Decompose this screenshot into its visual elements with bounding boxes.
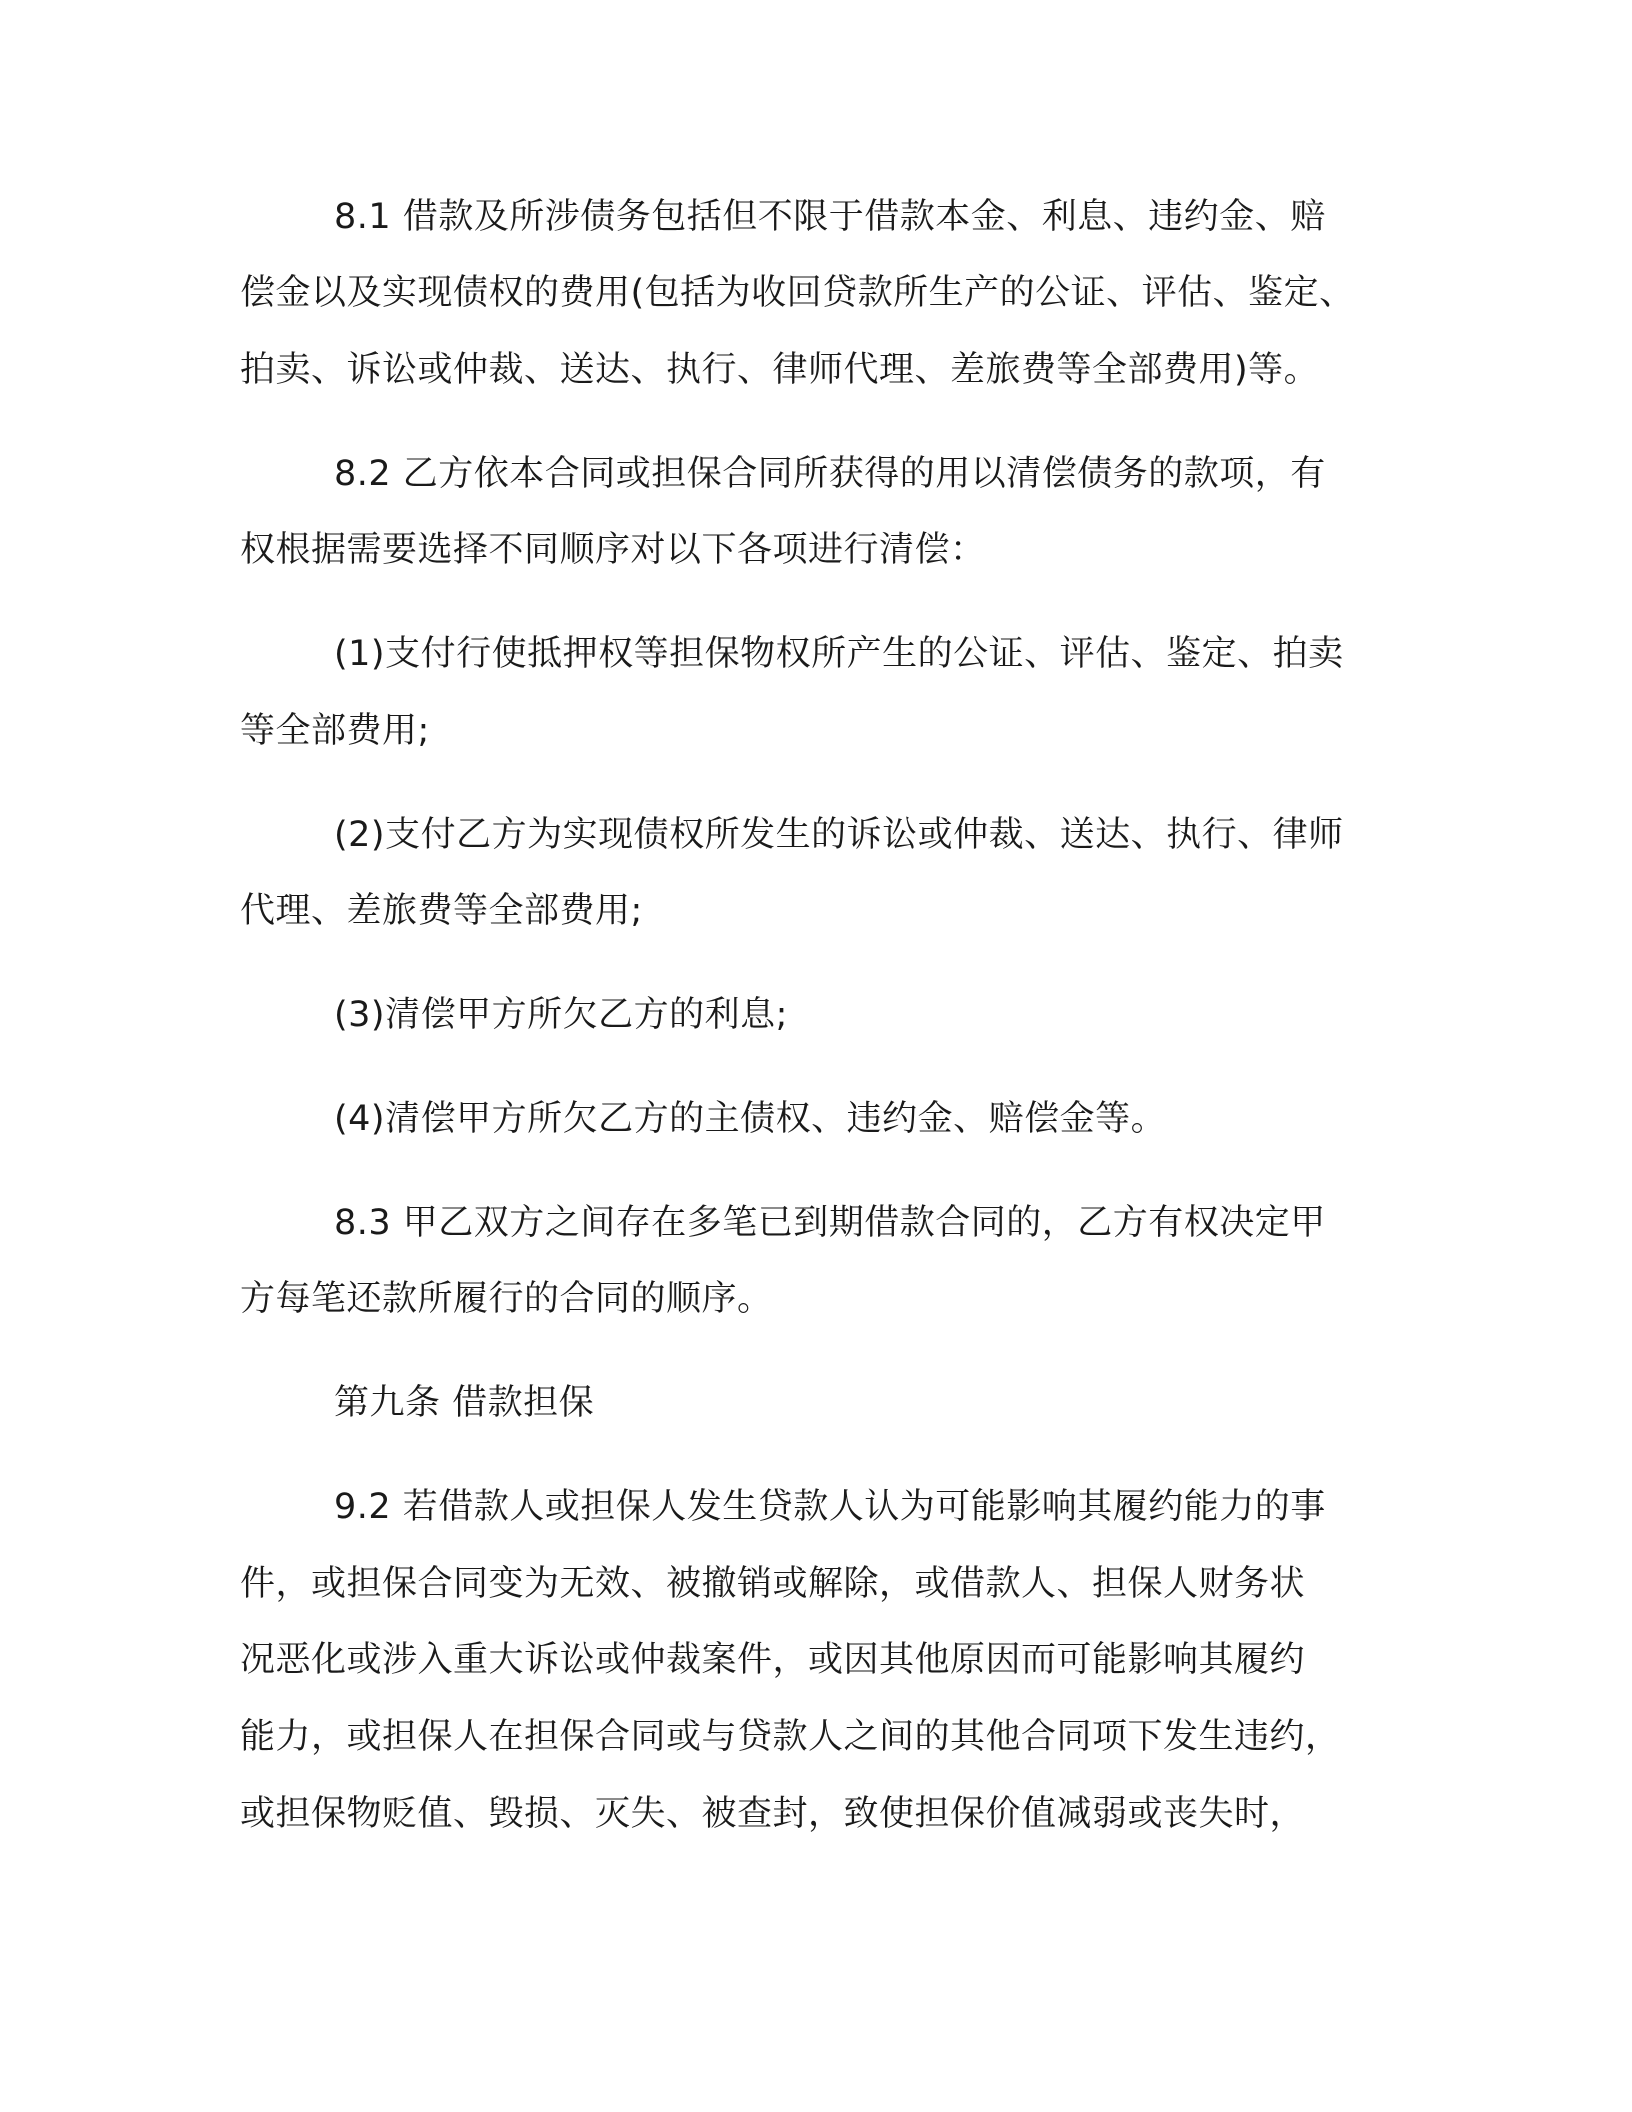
text-line: 代理、差旅费等全部费用; xyxy=(240,891,643,931)
text-line: (4)清偿甲方所欠乙方的主债权、违约金、赔偿金等。 xyxy=(334,1099,1167,1139)
text-line: (3)清偿甲方所欠乙方的利息; xyxy=(334,995,788,1035)
text-line: 或担保物贬值、毁损、灭失、被查封，致使担保价值减弱或丧失时， xyxy=(240,1794,1306,1834)
text-line: 8.3 甲乙双方之间存在多笔已到期借款合同的，乙方有权决定甲 xyxy=(334,1203,1326,1243)
text-line: (1)支付行使抵押权等担保物权所产生的公证、评估、鉴定、拍卖 xyxy=(334,634,1344,674)
text-line: 拍卖、诉讼或仲裁、送达、执行、律师代理、差旅费等全部费用)等。 xyxy=(240,350,1320,390)
text-line: 等全部费用; xyxy=(240,711,430,751)
text-line: 8.2 乙方依本合同或担保合同所获得的用以清偿债务的款项，有 xyxy=(334,454,1326,494)
text-line: 偿金以及实现债权的费用(包括为收回贷款所生产的公证、评估、鉴定、 xyxy=(240,273,1355,313)
text-line: 8.1 借款及所涉债务包括但不限于借款本金、利息、违约金、赔 xyxy=(334,197,1326,237)
text-line: 况恶化或涉入重大诉讼或仲裁案件，或因其他原因而可能影响其履约 xyxy=(240,1640,1306,1680)
text-line: (2)支付乙方为实现债权所发生的诉讼或仲裁、送达、执行、律师 xyxy=(334,815,1344,855)
text-line: 9.2 若借款人或担保人发生贷款人认为可能影响其履约能力的事 xyxy=(334,1487,1326,1527)
section-heading: 第九条 借款担保 xyxy=(334,1383,595,1423)
text-line: 权根据需要选择不同顺序对以下各项进行清偿： xyxy=(240,530,986,570)
text-line: 方每笔还款所履行的合同的顺序。 xyxy=(240,1279,773,1319)
text-line: 件，或担保合同变为无效、被撤销或解除，或借款人、担保人财务状 xyxy=(240,1564,1306,1604)
text-line: 能力，或担保人在担保合同或与贷款人之间的其他合同项下发生违约， xyxy=(240,1717,1341,1757)
